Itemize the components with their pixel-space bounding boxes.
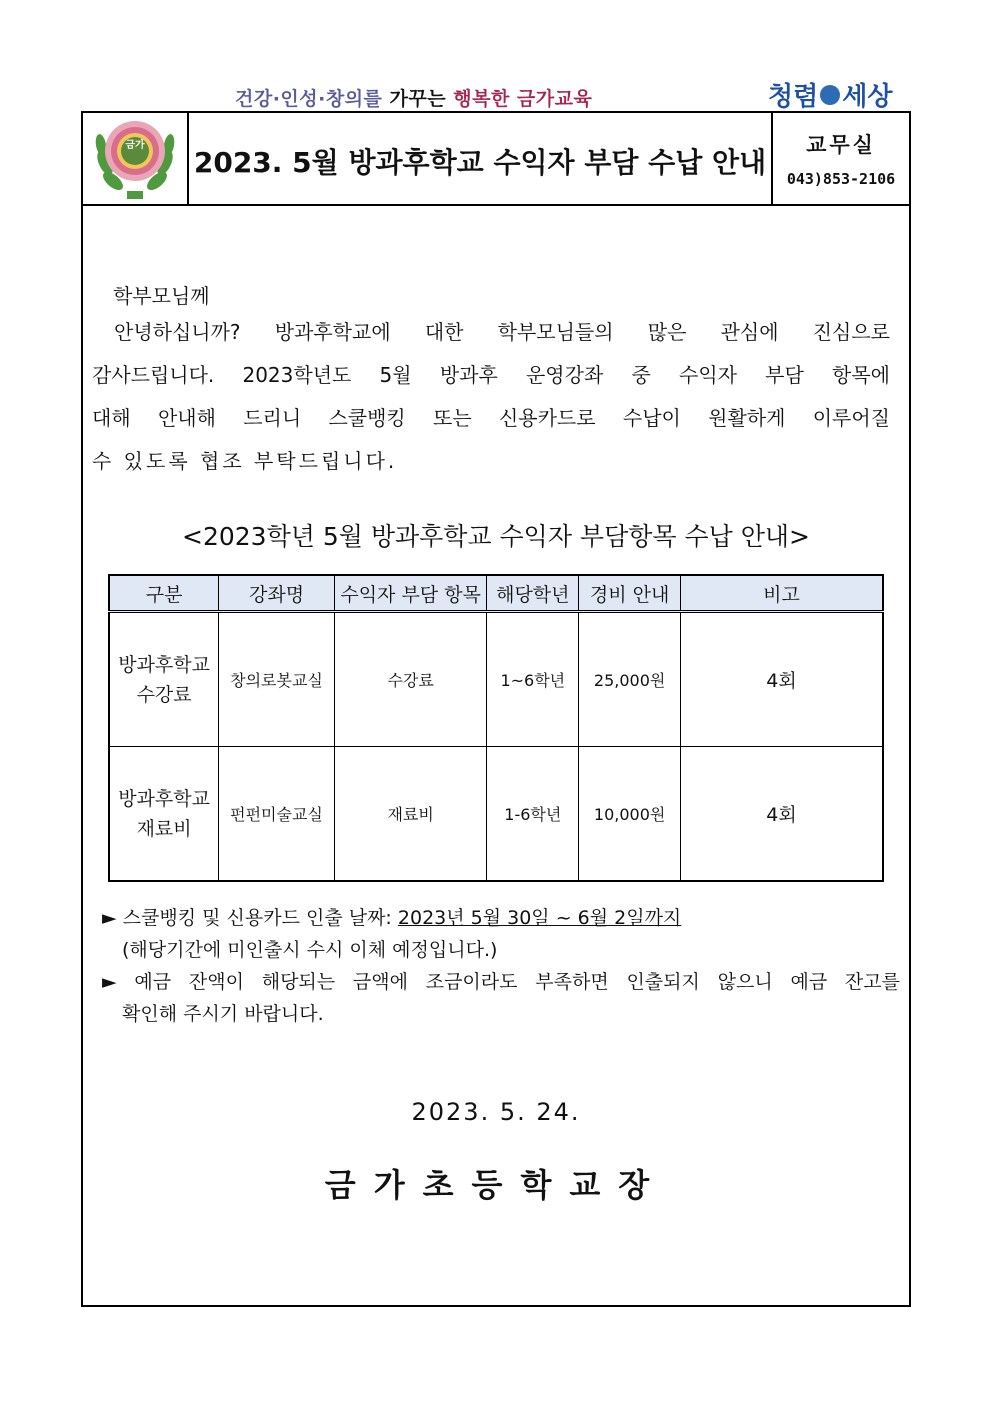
category-line: 방과후학교	[118, 787, 210, 810]
salutation: 학부모님께	[113, 284, 210, 308]
table-row	[109, 612, 883, 747]
note-cell: 4회	[681, 747, 883, 882]
note-subtext: (해당기간에 미인출시 수시 이체 예정입니다.)	[122, 939, 498, 961]
column-header: 해당학년	[487, 575, 579, 612]
grade-cell: 1-6학년	[487, 747, 579, 882]
note-item	[102, 966, 900, 998]
document-header	[83, 113, 909, 206]
grade-cell: 1~6학년	[487, 612, 579, 747]
table-header-row	[109, 575, 883, 612]
course-cell: 펀펀미술교실	[219, 747, 335, 882]
letter-line: 감사드립니다. 2023학년도 5월 방과후 운영강좌 중 수익자 부담 항목에	[92, 363, 890, 387]
column-header: 구분	[109, 575, 219, 612]
table-row	[109, 747, 883, 882]
balance-warning-continued: 확인해 주시기 바랍니다.	[122, 1003, 324, 1025]
withdrawal-period: 2023년 5월 30일 ~ 6월 2일까지	[397, 907, 682, 929]
issue-date: 2023. 5. 24.	[411, 1098, 581, 1126]
cost-cell: 10,000원	[579, 747, 681, 882]
table-title: <2023학년 5월 방과후학교 수익자 부담항목 수납 안내>	[182, 522, 810, 551]
category-line: 방과후학교	[118, 653, 210, 676]
note-item	[102, 902, 900, 934]
item-cell: 재료비	[334, 747, 487, 882]
office-cell	[773, 113, 909, 204]
category-line: 재료비	[136, 817, 192, 840]
office-phone: 043)853-2106	[786, 170, 896, 188]
column-header: 강좌명	[219, 575, 335, 612]
logo-cell	[83, 113, 189, 204]
note-cell: 4회	[681, 612, 883, 747]
bullet-icon: ►	[102, 907, 117, 929]
integrity-brand-logo	[768, 76, 892, 113]
emblem-text: 금가	[125, 140, 145, 151]
school-slogan	[235, 84, 592, 111]
column-header: 비고	[681, 575, 883, 612]
slogan-part-2: 가꾸는	[389, 88, 447, 110]
letter-body	[92, 311, 890, 483]
title-cell	[189, 113, 773, 204]
office-name: 교무실	[806, 132, 876, 157]
category-cell	[109, 612, 219, 747]
brand-left: 청렴	[768, 82, 819, 112]
slogan-part-3: 행복한	[453, 88, 510, 110]
principal-signature: 금가초등학교장	[324, 1166, 668, 1204]
cost-cell: 25,000원	[579, 612, 681, 747]
brand-right: 세상	[842, 82, 893, 112]
course-cell: 창의로봇교실	[219, 612, 335, 747]
school-emblem-icon	[91, 115, 179, 201]
category-line: 수강료	[136, 683, 192, 706]
item-cell: 수강료	[334, 612, 487, 747]
letter-line: 안녕하십니까? 방과후학교에 대한 학부모님들의 많은 관심에 진심으로	[114, 320, 890, 344]
brand-dot-icon	[820, 85, 840, 105]
slogan-part-1: 건강·인성·창의를	[235, 88, 383, 110]
fee-table	[108, 574, 884, 882]
document-title: 2023. 5월 방과후학교 수익자 부담 수납 안내	[193, 146, 767, 179]
slogan-part-4: 금가교육	[516, 88, 593, 110]
column-header: 경비 안내	[579, 575, 681, 612]
column-header: 수익자 부담 항목	[334, 575, 487, 612]
withdrawal-label: 스쿨뱅킹 및 신용카드 인출 날짜:	[122, 907, 392, 929]
balance-warning: 예금 잔액이 해당되는 금액에 조금이라도 부족하면 인출되지 않으니 예금 잔고를	[134, 971, 900, 993]
payment-notes	[102, 902, 900, 1030]
letter-line: 대해 안내해 드리니 스쿨뱅킹 또는 신용카드로 수납이 원활하게 이루어질	[92, 406, 890, 430]
letter-line: 수 있도록 협조 부탁드립니다.	[92, 449, 398, 473]
bullet-icon: ►	[102, 971, 117, 993]
category-cell	[109, 747, 219, 882]
